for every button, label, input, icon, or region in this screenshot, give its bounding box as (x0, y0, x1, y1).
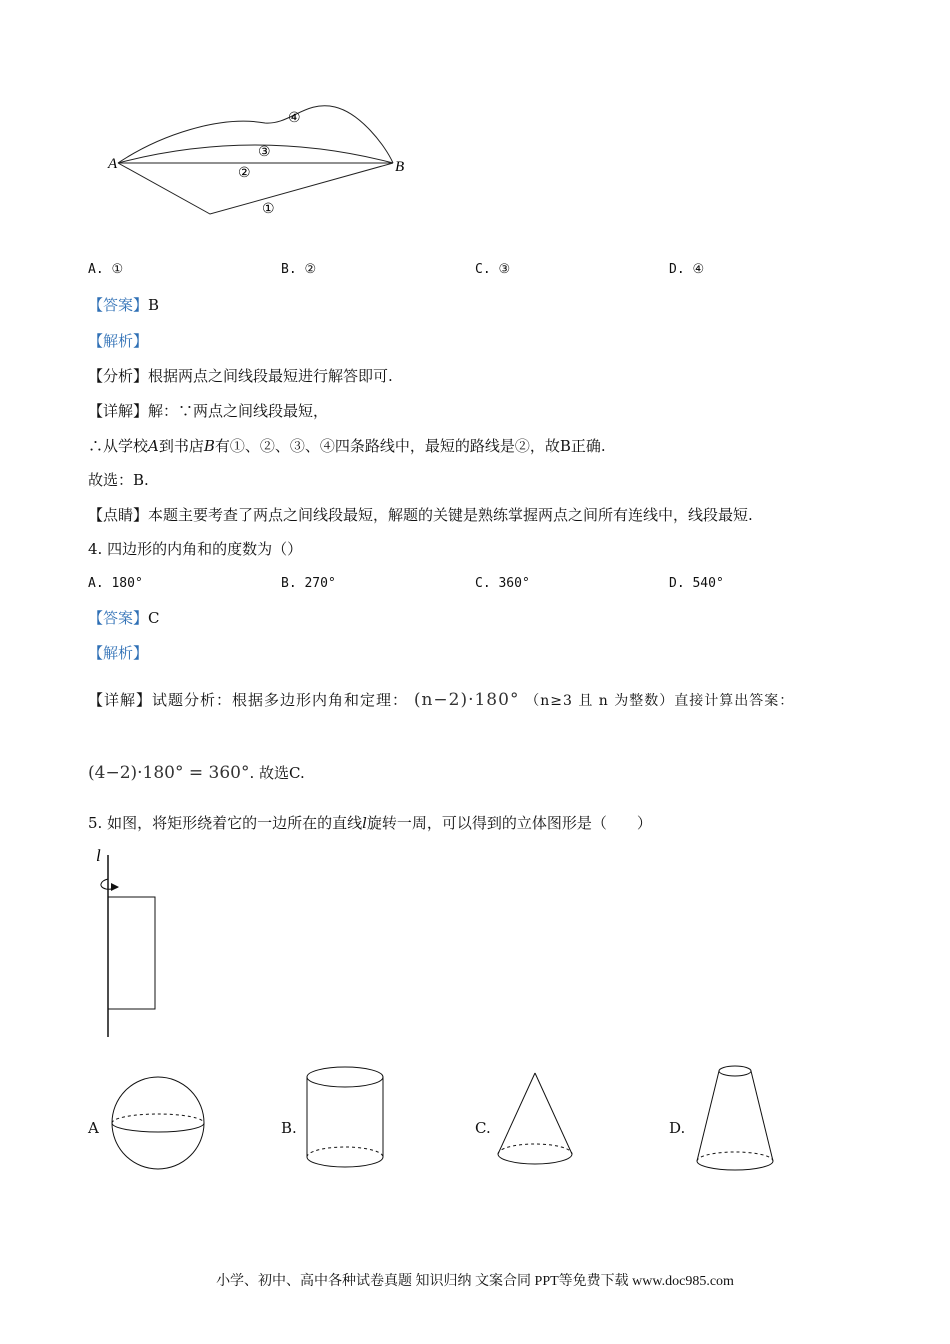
analysis-tag: 【解析】 (88, 332, 149, 350)
route-1-label: ① (262, 202, 275, 217)
stem-suffix: 旋转一周，可以得到的立体图形是（ ） (366, 814, 652, 832)
option-letter: D. (669, 1119, 686, 1137)
analysis-tag: 【解析】 (88, 644, 149, 662)
q4-option-c[interactable] (475, 574, 530, 594)
q4-answer (88, 608, 160, 628)
frustum-figure[interactable] (693, 1063, 777, 1173)
choose-text: 故选：B. (88, 471, 149, 489)
q3-analysis-heading (88, 331, 148, 351)
calc-formula: (4−2)·180° = 360° (88, 763, 250, 783)
option-letter: B. (281, 1119, 297, 1137)
formula: (n−2)·180° (413, 690, 520, 710)
xiangjie-text: 解：∵两点之间线段最短， (148, 402, 329, 420)
conclusion-mid: 到书店 (158, 437, 204, 455)
q3-route-figure (100, 95, 420, 225)
cone-figure[interactable] (495, 1070, 575, 1170)
q4-option-b[interactable] (281, 574, 336, 594)
q3-dianjing (88, 505, 753, 525)
q5-option-a-label[interactable] (88, 1118, 99, 1138)
answer-tag: 【答案】 (88, 609, 149, 627)
q3-option-d[interactable] (669, 260, 704, 280)
condition-text: （n≥3 且 n 为整数）直接计算出答案： (525, 693, 795, 709)
xiangjie-tag: 【详解】 (88, 402, 149, 420)
q4-analysis-heading (88, 643, 148, 663)
option-text: ① (111, 262, 124, 277)
q3-answer (88, 295, 159, 315)
axis-var: l (362, 814, 367, 832)
q5-option-c-label[interactable] (475, 1118, 491, 1138)
option-letter: C. (475, 576, 491, 591)
answer-value: B (148, 296, 160, 314)
option-letter: C. (475, 1119, 491, 1137)
dianjing-tag: 【点睛】 (88, 506, 149, 524)
q4-option-d[interactable] (669, 574, 724, 594)
sphere-figure[interactable] (110, 1075, 206, 1171)
conclusion-prefix: ∴从学校 (88, 437, 149, 455)
option-text: ④ (692, 262, 705, 277)
option-text: 180° (111, 576, 143, 591)
q5-option-d-label[interactable] (669, 1118, 685, 1138)
option-letter: D. (669, 576, 685, 591)
q5-rectangle-rotation-figure (88, 845, 168, 1045)
cylinder-figure[interactable] (303, 1065, 387, 1175)
option-text: 360° (498, 576, 530, 591)
route-2-label: ② (238, 166, 251, 181)
calc-suffix: . 故选C. (249, 764, 305, 782)
footer-text: 小学、初中、高中各种试卷真题 知识归纳 文案合同 PPT等免费下载 www.doc985.com (216, 1274, 734, 1289)
option-text: 540° (692, 576, 724, 591)
q3-xiangjie (88, 401, 328, 421)
q5-stem (88, 813, 652, 833)
route-3-curve (118, 145, 393, 163)
q4-calc (88, 763, 305, 783)
conclusion-suffix: 有①、②、③、④四条路线中，最短的路线是②，故B正确. (214, 437, 606, 455)
xiangjie-text: 试题分析：根据多边形内角和定理： (152, 691, 409, 709)
rectangle (108, 897, 155, 1009)
q4-stem (88, 539, 302, 559)
stem-prefix: 5. 如图，将矩形绕着它的一边所在的直线 (88, 814, 363, 832)
xiangjie-tag: 【详解】 (88, 691, 153, 709)
option-letter: D. (669, 262, 685, 277)
option-letter: A (88, 1119, 99, 1137)
q3-conclusion (88, 436, 606, 456)
fenxi-tag: 【分析】 (88, 367, 149, 385)
point-a-label: A (108, 156, 118, 172)
option-letter: B. (281, 262, 297, 277)
q3-option-b[interactable] (281, 260, 316, 280)
page-footer (0, 1270, 950, 1290)
route-4-curve (118, 106, 393, 163)
q5-option-b-label[interactable] (281, 1118, 297, 1138)
point-b-label: B (395, 159, 405, 175)
dianjing-text: 本题主要考查了两点之间线段最短，解题的关键是熟练掌握两点之间所有连线中，线段最短. (148, 506, 753, 524)
option-letter: A. (88, 576, 104, 591)
q3-fenxi (88, 366, 393, 386)
option-text: ③ (498, 262, 511, 277)
point-a-ref: A (148, 437, 159, 455)
fenxi-text: 根据两点之间线段最短进行解答即可. (148, 367, 393, 385)
option-letter: C. (475, 262, 491, 277)
route-4-label: ④ (288, 111, 301, 126)
q3-option-a[interactable] (88, 260, 123, 280)
route-3-label: ③ (258, 145, 271, 160)
option-text: 270° (304, 576, 336, 591)
q3-option-c[interactable] (475, 260, 510, 280)
option-letter: B. (281, 576, 297, 591)
option-text: ② (304, 262, 317, 277)
q4-option-a[interactable] (88, 574, 143, 594)
arrowhead-icon (111, 883, 119, 891)
option-letter: A. (88, 262, 104, 277)
axis-label: l (96, 846, 101, 865)
q4-stem-text: 4. 四边形的内角和的度数为（） (88, 540, 303, 558)
point-b-ref: B (203, 437, 215, 455)
answer-tag: 【答案】 (88, 296, 149, 314)
answer-value: C (148, 609, 160, 627)
route-1-broken-line (118, 163, 393, 214)
q3-choose (88, 470, 149, 490)
q4-xiangjie (88, 690, 794, 711)
